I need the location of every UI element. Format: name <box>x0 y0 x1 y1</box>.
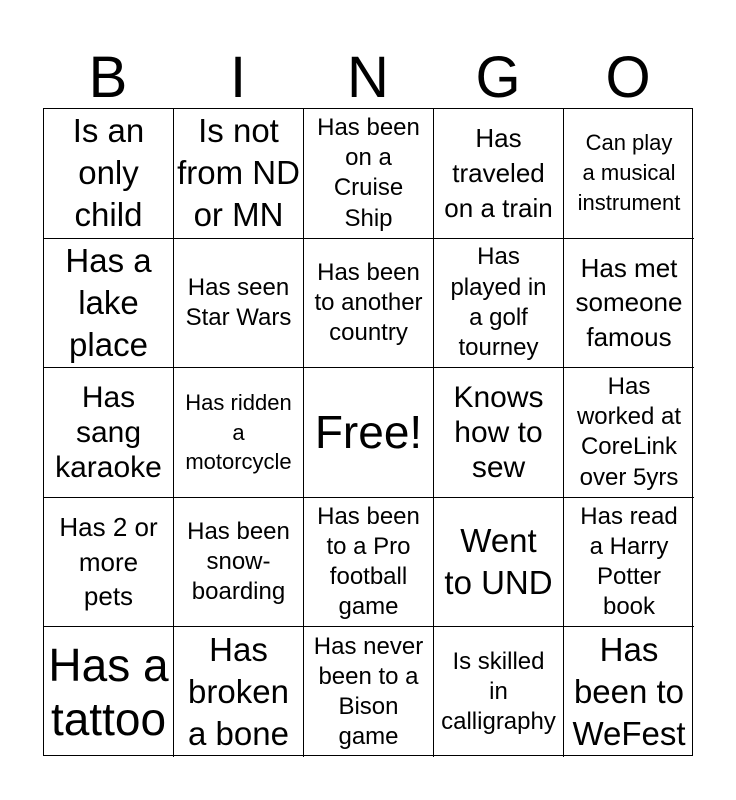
bingo-cell[interactable]: Has met someone famous <box>564 239 694 369</box>
bingo-cell[interactable]: Has played in a golf tourney <box>434 239 564 369</box>
bingo-cell[interactable]: Has never been to a Bison game <box>304 627 434 757</box>
bingo-header <box>43 44 693 108</box>
bingo-cell[interactable]: Has a lake place <box>44 239 174 369</box>
bingo-cell[interactable]: Has been to a Pro football game <box>304 498 434 628</box>
bingo-cell[interactable]: Has 2 or more pets <box>44 498 174 628</box>
bingo-cell[interactable]: Has a tattoo <box>44 627 174 757</box>
bingo-cell[interactable]: Has traveled on a train <box>434 109 564 239</box>
bingo-cell[interactable]: Has sang karaoke <box>44 368 174 498</box>
bingo-cell[interactable]: Has been to WeFest <box>572 631 686 753</box>
header-letter-g: G <box>475 45 521 110</box>
bingo-cell[interactable]: Has been snow- boarding <box>174 498 304 628</box>
free-space[interactable]: Free! <box>304 368 434 498</box>
bingo-cell[interactable]: Is an only child <box>44 109 174 239</box>
bingo-cell[interactable]: Has worked at CoreLink over 5yrs <box>564 368 694 498</box>
bingo-cell[interactable]: Has seen Star Wars <box>174 239 304 369</box>
bingo-cell[interactable]: Went to UND <box>434 498 564 628</box>
header-letter-o: O <box>605 45 651 110</box>
header-letter-b: B <box>88 45 128 110</box>
bingo-cell[interactable]: Has read a Harry Potter book <box>564 498 694 628</box>
header-letter-i: I <box>229 45 247 110</box>
bingo-cell[interactable]: Can play a musical instrument <box>564 109 694 239</box>
bingo-cell[interactable]: Has been to another country <box>304 239 434 369</box>
bingo-board <box>43 108 693 756</box>
bingo-cell[interactable]: Is skilled in calligraphy <box>434 627 564 757</box>
bingo-cell[interactable]: Is not from ND or MN <box>174 109 304 239</box>
bingo-cell[interactable]: Has been on a Cruise Ship <box>304 109 434 239</box>
bingo-cell[interactable]: Has broken a bone <box>174 627 304 757</box>
header-letter-n: N <box>347 45 389 110</box>
bingo-cell[interactable]: Has ridden a motorcycle <box>174 368 304 498</box>
bingo-cell[interactable]: Knows how to sew <box>434 368 564 498</box>
